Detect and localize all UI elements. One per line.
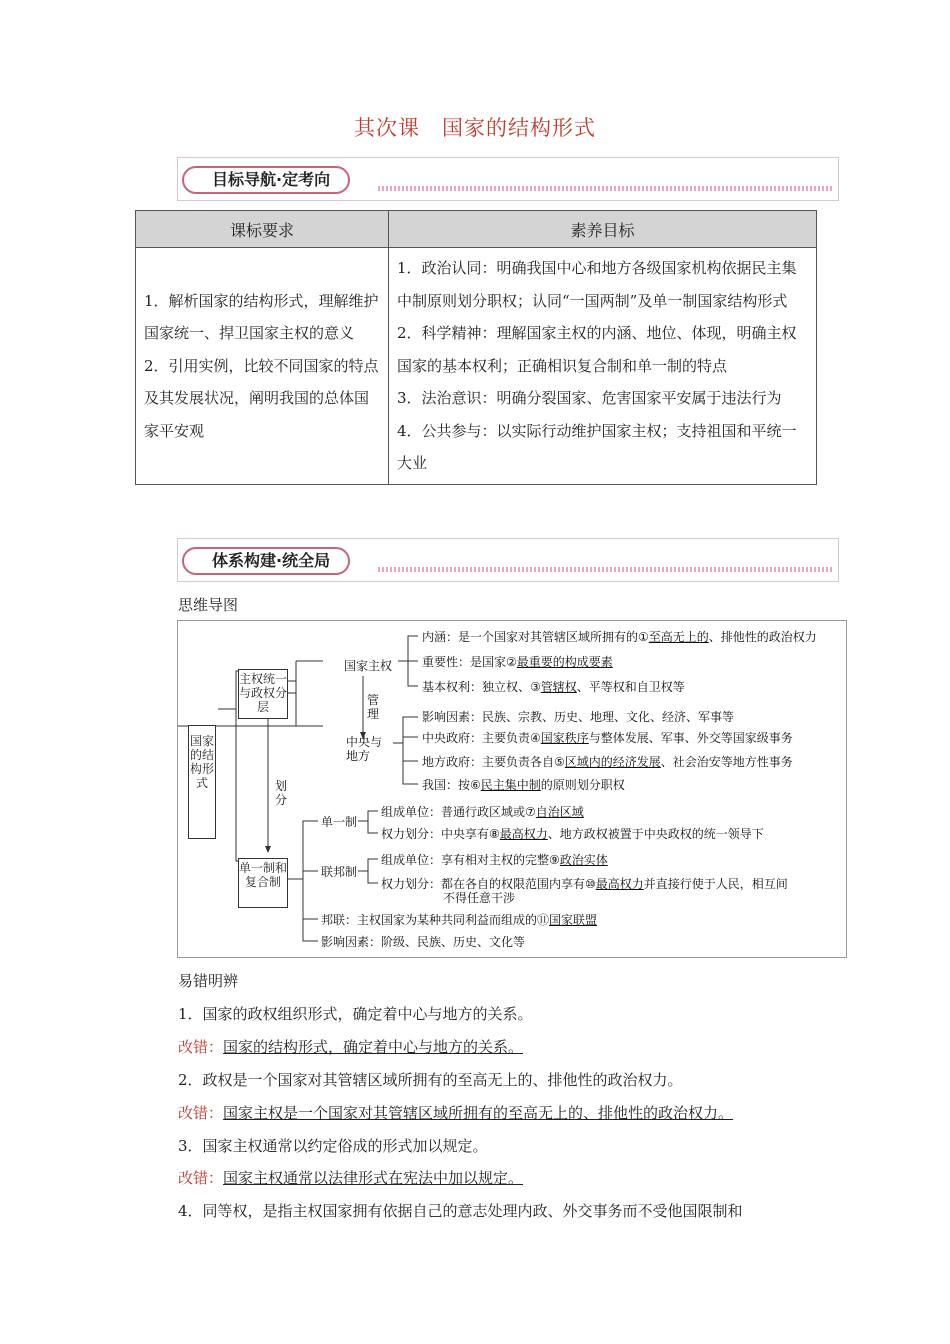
banner-divider <box>378 186 834 191</box>
leaf-unitary-power: 权力划分：中央享有⑧最高权力、地方政权被置于中央政权的统一领导下 <box>381 827 764 841</box>
banner-label: 目标导航·定考向 <box>182 166 350 194</box>
list-item: 1．解析国家的结构形式，理解维护国家统一、捍卫国家主权的意义 <box>144 291 379 342</box>
error-correction: 改错：国家的结构形式，确定着中心与地方的关系。 <box>178 1038 524 1056</box>
list-item: 4．公共参与：以实际行动维护国家主权；支持祖国和平统一大业 <box>397 421 797 472</box>
page-title: 其次课 国家的结构形式 <box>354 116 596 140</box>
leaf-local-gov: 地方政府：主要负责各自⑤区域内的经济发展、社会治安等地方性事务 <box>422 755 793 769</box>
leaf-federal-units: 组成单位：享有相对主权的完整⑨政治实体 <box>381 853 608 867</box>
leaf-basic-rights: 基本权利：独立权、③管辖权、平等权和自卫权等 <box>422 680 685 694</box>
literacy-goals-cell <box>389 248 817 485</box>
leaf-factors: 影响因素：民族、宗教、历史、地理、文化、经济、军事等 <box>422 710 735 724</box>
error-statement: 4．同等权，是指主权国家拥有依据自己的意志处理内政、外交事务而不受他国限制和 <box>178 1202 743 1220</box>
section-banner-goals <box>177 157 839 201</box>
label-divide: 划分 <box>275 779 288 807</box>
root-node: 国家的结构形式 <box>188 725 216 839</box>
node-national-sovereignty: 国家主权 <box>344 659 393 673</box>
list-item: 2．引用实例，比较不同国家的特点及其发展状况，阐明我国的总体国家平安观 <box>144 356 379 440</box>
leaf-connotation: 内涵：是一个国家对其管辖区域所拥有的①至高无上的、排他性的政治权力 <box>422 630 817 644</box>
table-header-row <box>136 211 817 248</box>
error-statement: 2．政权是一个国家对其管辖区域所拥有的至高无上的、排他性的政治权力。 <box>178 1071 683 1089</box>
requirements-table <box>135 210 817 485</box>
leaf-federal-power: 权力划分：都在各自的权限范围内享有⑩最高权力并直接行使于人民，相互间 不得任意干涉 <box>381 877 788 905</box>
banner-divider <box>378 567 834 572</box>
list-item: 2．科学精神：理解国家主权的内涵、地位、体现，明确主权国家的基本权利；正确相识复合制和单一制的特点 <box>397 324 797 375</box>
table-header: 课标要求 <box>136 211 389 248</box>
leaf-influence: 影响因素：阶级、民族、历史、文化等 <box>321 935 526 949</box>
leaf-importance: 重要性：是国家②最重要的构成要素 <box>422 655 613 669</box>
error-correction: 改错：国家主权是一个国家对其管辖区域所拥有的至高无上的、排他性的政治权力。 <box>178 1104 734 1122</box>
table-header: 素养目标 <box>389 211 817 248</box>
mind-map <box>177 620 847 958</box>
list-item: 3．法治意识：明确分裂国家、危害国家平安属于违法行为 <box>397 389 782 407</box>
node-unitary: 单一制 <box>321 815 358 829</box>
list-item: 1．政治认同：明确我国中心和地方各级国家机构依据民主集中制原则划分职权；认同“一国两制”及单一制国家结构形式 <box>397 259 797 310</box>
error-statement: 1．国家的政权组织形式，确定着中心与地方的关系。 <box>178 1005 533 1023</box>
section-banner-system <box>177 538 839 582</box>
curriculum-requirements-cell <box>136 248 389 485</box>
label-manage: 管理 <box>367 693 380 721</box>
error-statement: 3．国家主权通常以约定俗成的形式加以规定。 <box>178 1137 488 1155</box>
node-federal: 联邦制 <box>321 865 358 879</box>
leaf-confederation: 邦联：主权国家为某种共同利益而组成的⑪国家联盟 <box>321 913 598 927</box>
table-row <box>136 248 817 485</box>
banner-label: 体系构建·统全局 <box>182 547 350 575</box>
leaf-unitary-units: 组成单位：普通行政区域或⑦自治区域 <box>381 805 584 819</box>
mindmap-label: 思维导图 <box>178 596 239 614</box>
error-correction: 改错：国家主权通常以法律形式在宪法中加以规定。 <box>178 1169 524 1187</box>
leaf-china: 我国：按⑥民主集中制的原则划分职权 <box>422 778 625 792</box>
branch-sovereignty: 主权统一与政权分层 <box>238 669 288 719</box>
errors-label: 易错明辨 <box>178 972 239 990</box>
branch-unitary-compound: 单一制和复合制 <box>238 858 288 908</box>
node-central-local: 中央与地方 <box>346 735 383 763</box>
leaf-central-gov: 中央政府：主要负责④国家秩序与整体发展、军事、外交等国家级事务 <box>422 731 793 745</box>
